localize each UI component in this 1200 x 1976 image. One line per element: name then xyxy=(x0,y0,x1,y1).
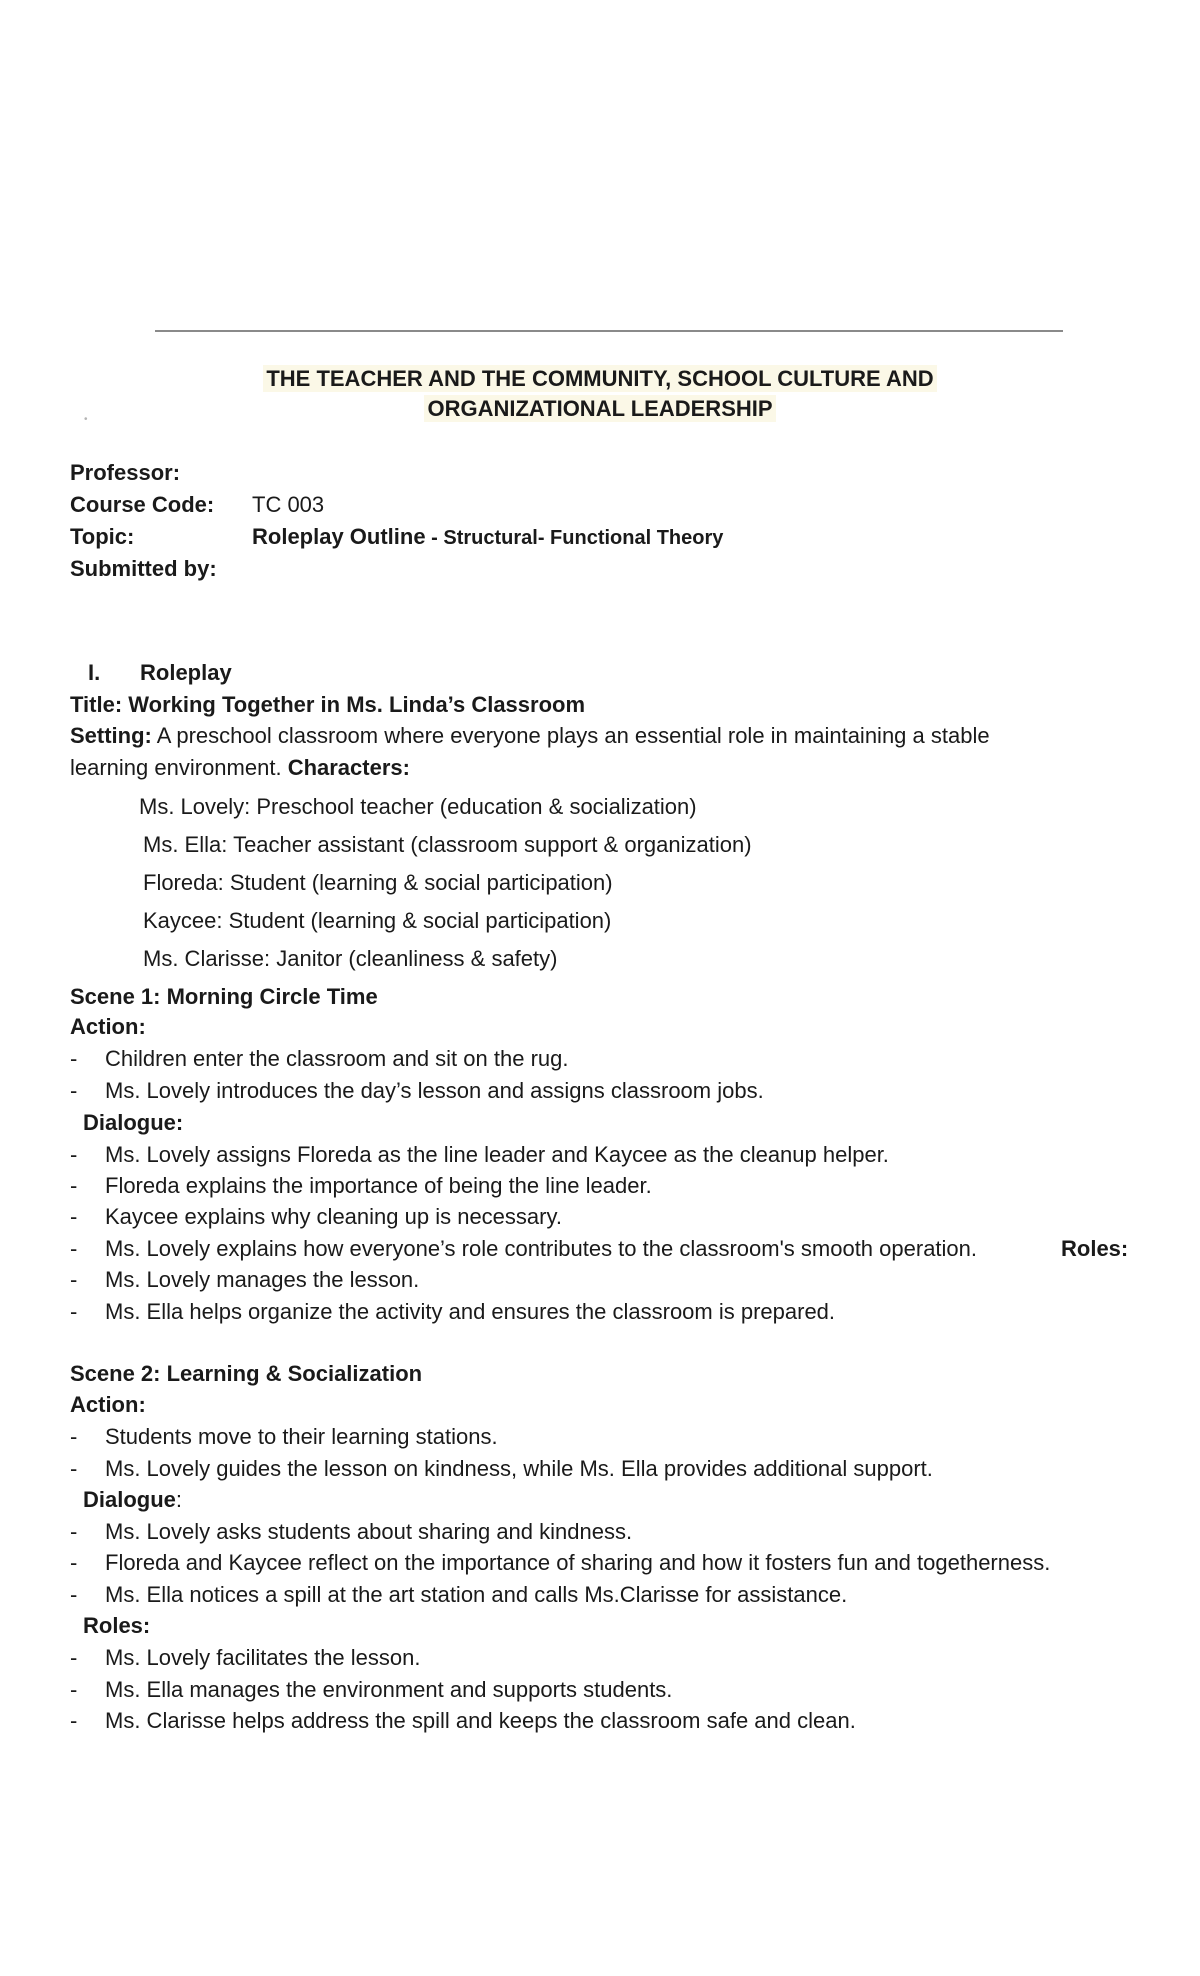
list-dash: - xyxy=(70,1299,78,1324)
roleplay-title: Title: Working Together in Ms. Linda’s Classroom xyxy=(70,692,586,717)
list-dash: - xyxy=(70,1677,78,1702)
list-dash: - xyxy=(70,1519,78,1544)
scene1-dialogue-item: Ms. Lovely explains how everyone’s role contributes to the classroom's smooth operation. xyxy=(105,1236,978,1261)
characters-label: Characters: xyxy=(287,755,410,780)
scene2-roles-label: Roles: xyxy=(83,1613,151,1638)
scene1-action-item: Children enter the classroom and sit on the rug. xyxy=(105,1046,569,1071)
list-dash: - xyxy=(70,1708,78,1733)
scene1-dialogue-label: Dialogue: xyxy=(83,1110,184,1135)
scene1-dialogue-item: Floreda explains the importance of being the line leader. xyxy=(105,1173,652,1198)
scene2-action-label: Action: xyxy=(70,1392,146,1417)
section-numeral: I. xyxy=(88,660,101,685)
scene2-role-item: Ms. Clarisse helps address the spill and keeps the classroom safe and clean. xyxy=(105,1708,856,1733)
document-title-line2: ORGANIZATIONAL LEADERSHIP xyxy=(0,394,1200,424)
topic-label: Topic: xyxy=(70,524,135,549)
list-dash: - xyxy=(70,1582,78,1607)
setting-label: Setting: xyxy=(70,723,152,748)
list-dash: - xyxy=(70,1550,78,1575)
scene2-role-item: Ms. Lovely facilitates the lesson. xyxy=(105,1645,421,1670)
list-dash: - xyxy=(70,1046,78,1071)
list-dash: - xyxy=(70,1204,78,1229)
scene2-heading: Scene 2: Learning & Socialization xyxy=(70,1361,423,1386)
setting-text2: learning environment. xyxy=(70,755,288,780)
character-item: Ms. Ella: Teacher assistant (classroom support & organization) xyxy=(143,832,752,857)
section-heading: Roleplay xyxy=(140,660,232,685)
scene2-dialogue-colon: : xyxy=(175,1487,183,1512)
scene1-heading: Scene 1: Morning Circle Time xyxy=(70,984,378,1009)
list-dash: - xyxy=(70,1424,78,1449)
topic-subtitle: - Structural- Functional Theory xyxy=(425,527,724,549)
stray-bullet: • xyxy=(84,414,88,425)
list-dash: - xyxy=(70,1267,78,1292)
scene1-action-item: Ms. Lovely introduces the day’s lesson and assigns classroom jobs. xyxy=(105,1078,764,1103)
character-item: Kaycee: Student (learning & social participation) xyxy=(143,908,612,933)
scene2-role-item: Ms. Ella manages the environment and supports students. xyxy=(105,1677,673,1702)
scene1-dialogue-item: Ms. Lovely assigns Floreda as the line leader and Kaycee as the cleanup helper. xyxy=(105,1142,889,1167)
character-item: Ms. Lovely: Preschool teacher (education & socialization) xyxy=(139,794,697,819)
list-dash: - xyxy=(70,1236,78,1261)
scene1-action-label: Action: xyxy=(70,1014,146,1039)
scene2-action-item: Students move to their learning stations. xyxy=(105,1424,498,1449)
setting-line1 xyxy=(70,722,990,750)
course-code-value: TC 003 xyxy=(252,492,325,517)
scene2-action-item: Ms. Lovely guides the lesson on kindness, while Ms. Ella provides additional support. xyxy=(105,1456,933,1481)
character-item: Ms. Clarisse: Janitor (cleanliness & safety) xyxy=(143,946,558,971)
list-dash: - xyxy=(70,1142,78,1167)
header-divider xyxy=(155,330,1063,332)
scene2-dialogue-item: Floreda and Kaycee reflect on the importance of sharing and how it fosters fun and togetherness. xyxy=(105,1550,1051,1575)
scene2-dialogue-label-line xyxy=(83,1486,182,1514)
list-dash: - xyxy=(70,1456,78,1481)
list-dash: - xyxy=(70,1645,78,1670)
topic-value-line xyxy=(252,523,723,552)
scene1-role-item: Ms. Lovely manages the lesson. xyxy=(105,1267,420,1292)
scene2-dialogue-label: Dialogue xyxy=(83,1487,176,1512)
professor-label: Professor: xyxy=(70,460,181,485)
scene2-dialogue-item: Ms. Lovely asks students about sharing and kindness. xyxy=(105,1519,633,1544)
list-dash: - xyxy=(70,1173,78,1198)
scene1-roles-label: Roles: xyxy=(1061,1236,1129,1261)
character-item: Floreda: Student (learning & social participation) xyxy=(143,870,613,895)
document-title-line1: THE TEACHER AND THE COMMUNITY, SCHOOL CULTURE AND xyxy=(0,364,1200,394)
scene1-role-item: Ms. Ella helps organize the activity and ensures the classroom is prepared. xyxy=(105,1299,836,1324)
setting-line2 xyxy=(70,754,410,782)
scene1-dialogue-item: Kaycee explains why cleaning up is necessary. xyxy=(105,1204,562,1229)
list-dash: - xyxy=(70,1078,78,1103)
topic-value: Roleplay Outline xyxy=(252,524,426,549)
course-code-label: Course Code: xyxy=(70,492,215,517)
scene2-dialogue-item: Ms. Ella notices a spill at the art station and calls Ms.Clarisse for assistance. xyxy=(105,1582,848,1607)
submitted-by-label: Submitted by: xyxy=(70,556,217,581)
setting-text1: A preschool classroom where everyone plays an essential role in maintaining a stable xyxy=(151,723,990,748)
